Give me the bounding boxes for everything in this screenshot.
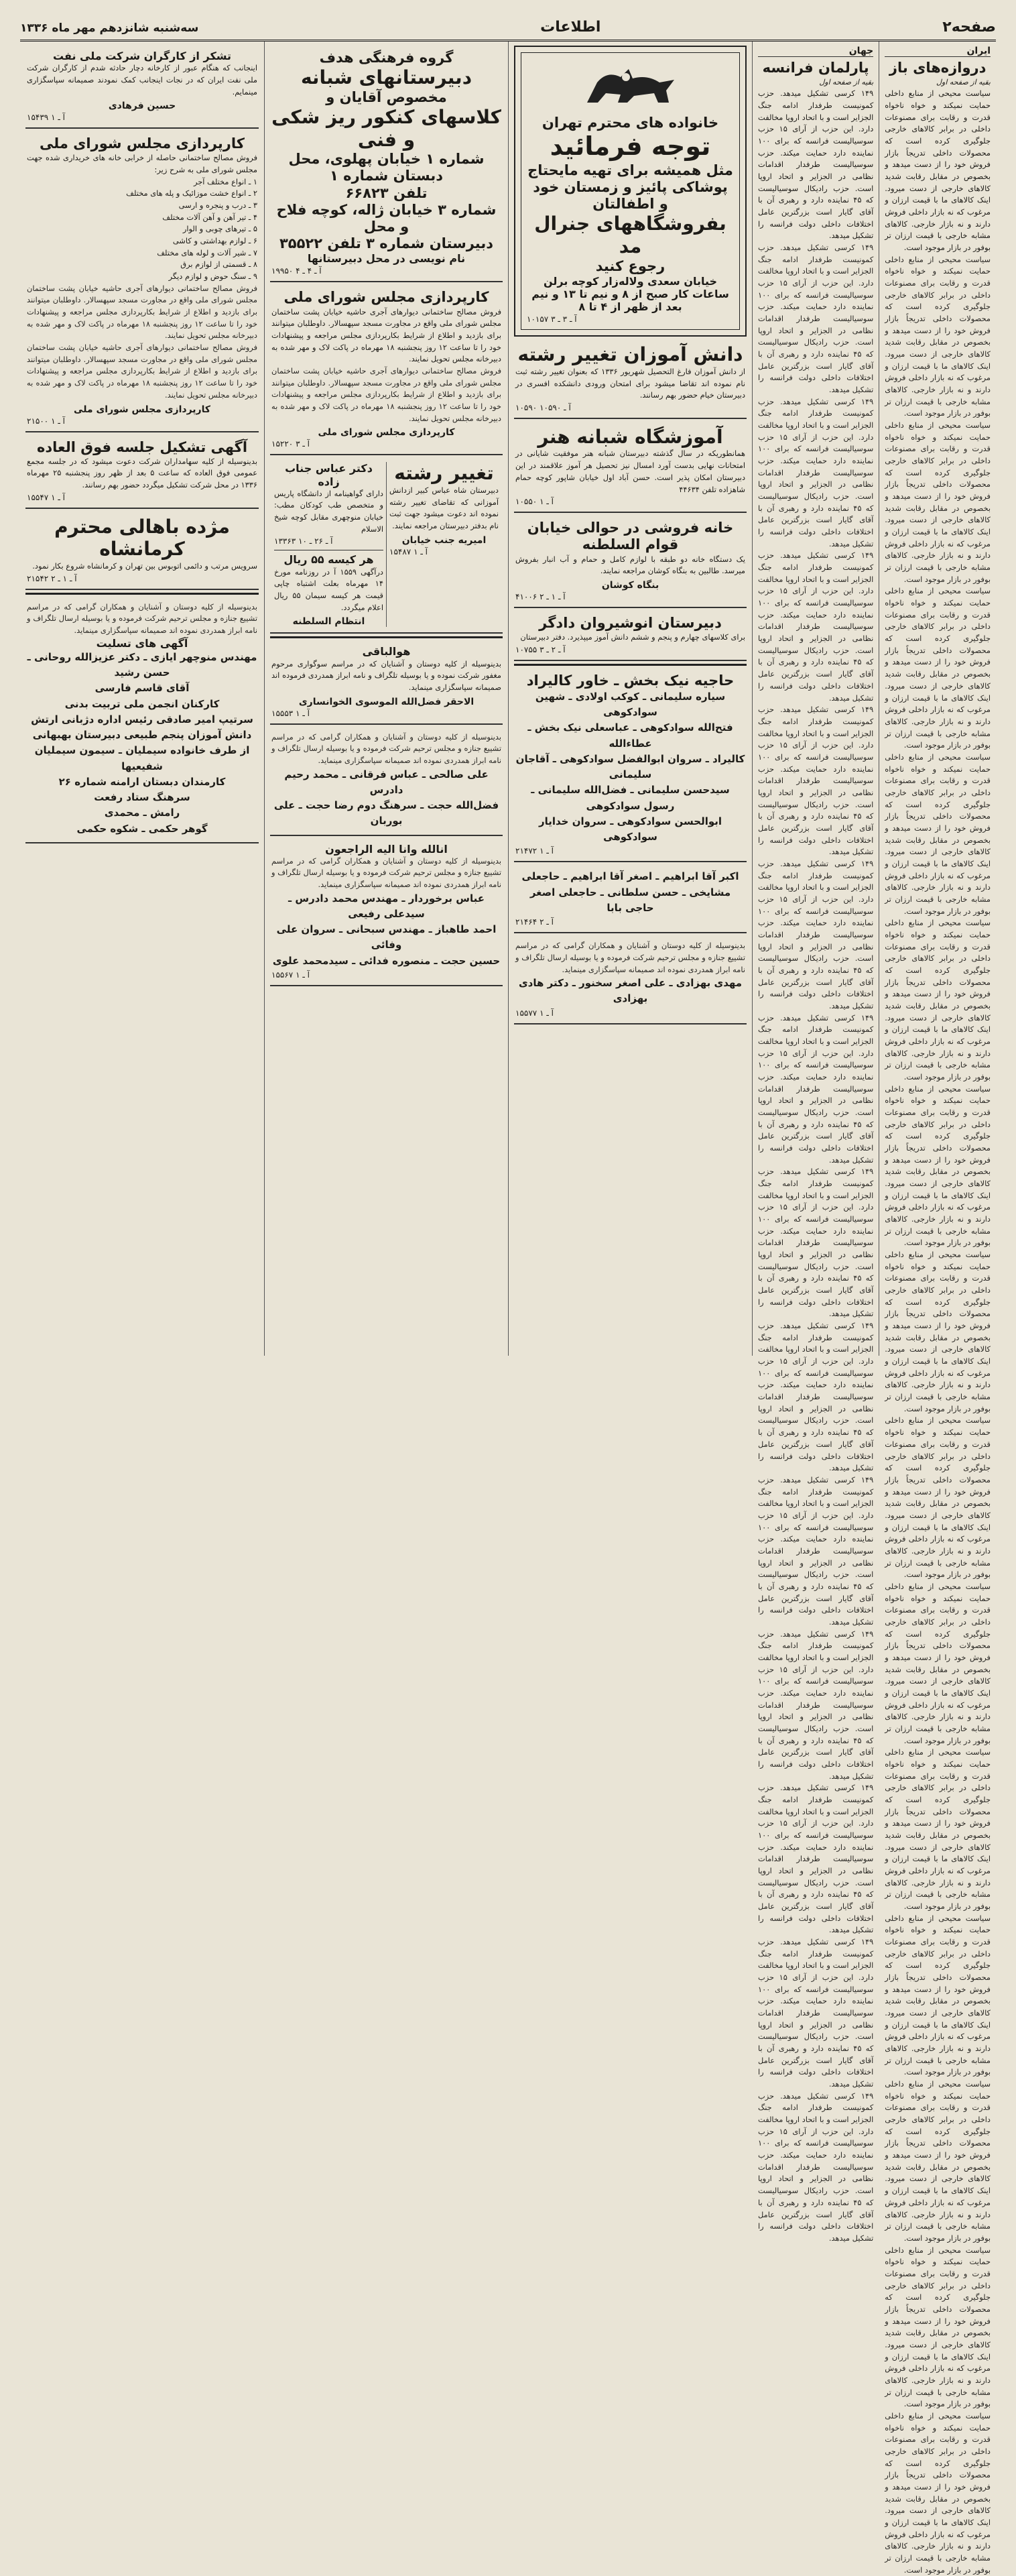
article-body-continued: ۱۴۹ کرسی تشکیل میدهد. حزب کمونیست طرفدار ادامه جنگ الجزایر است و با اتحاد اروپا مخالفت دارد. این حزب از آرای ۱۵ حزب سوسیالیست فرانسه که برای ۱۰۰ نماینده دارد حمایت میکند. حزب سوسیالیست طرفدار اقدامات نظامی در الجزایر و اتحاد اروپا است. حزب رادیکال سوسیالیست که ۴۵ نماینده دارد و رهبری آن با آقای گایار است بزرگترین عامل اختلافات داخلی دولت فرانسه را تشکیل میدهد. — [758, 1629, 874, 1781]
notice-name-line: ابوالحسن سوادکوهی ـ سروان خدایار سوادکوهی — [538, 815, 722, 843]
ad-code: ۱۵۵۵۳ آ ـ ۱ — [271, 708, 310, 718]
column-ads-center-left — [264, 42, 508, 1356]
notice-title: مهدی بهزادی ـ علی اصغر سخنور ـ دکتر هادی بهزادی — [518, 977, 743, 1005]
ad-item: ۲ ـ انواع خشت موزائیک و پله های مختلف — [126, 188, 258, 198]
article-body-continued: سیاست محیحی از منابع داخلی حمایت نمیکند و خواه ناخواه قدرت و رقابت برای مصنوعات داخلی در برابر کالاهای خارجی جلوگیری کرده است که محصولات داخلی تدریجاً بازار فروش خود را از دست میدهد و بخصوص در مقابل رقابت شدید کالاهای خارجی از دست میرود. اینک کالاهای ما با قیمت ارزان و مرغوب که نه بازار داخلی فروش دارند و نه بازار خارجی. کالاهای مشابه خارجی با قیمت ارزان تر بوفور در بازار موجود است. — [885, 918, 991, 1081]
notice-name-line: عباس برخوردار ـ مهندس محمد دادرس ـ سیدعلی رفیعی — [288, 892, 485, 920]
notice-name-line: شفیعیها — [121, 760, 163, 772]
notice-title: آگهی های تسلیت — [96, 636, 188, 650]
article-body-open-gates: سیاست محیحی از منابع داخلی حمایت نمیکند و خواه ناخواه قدرت و رقابت برای مصنوعات داخلی در برابر کالاهای خارجی جلوگیری کرده است که محصولات داخلی تدریجاً بازار فروش خود را از دست میدهد و بخصوص در مقابل رقابت شدید کالاهای خارجی از دست میرود. اینک کالاهای ما با قیمت ارزان و مرغوب که نه بازار داخلی فروش دارند و نه بازار خارجی. کالاهای مشابه خارجی با قیمت ارزان تر بوفور در بازار موجود است. — [885, 89, 991, 252]
ad-code: ۱۵۵۴۷ آ ـ ۱ — [27, 492, 65, 502]
notice-condolence-2 — [270, 839, 503, 986]
ad-title: دانش آموزان تغییر رشته — [517, 343, 743, 366]
ad-body-continued: فروش مصالح ساختمانی دیوارهای آجری حاشیه خیابان پشت ساختمان مجلس شورای ملی واقع در مجاورت مسجد سپهسالار. داوطلبان میتوانند برای بازدید و اطلاع از شرایط بکارپردازی مجلس مراجعه و پیشنهادات خود را تا ساعت ۱۲ روز پنجشنبه ۱۸ مهرماه در پاکت لاک و مهر شده به دبیرخانه مجلس تحویل نمایند. — [27, 343, 258, 400]
notice-sub: مشایخی ـ حسن سلطانی ـ حاجعلی اصغر حاجی بابا — [529, 886, 731, 914]
ad-code: ۱۵۲۲۰ آ ـ ۳ — [271, 439, 310, 449]
notice-body: بدینوسیله از کلیه دوستان و آشنایان که در مراسم سوگواری مرحوم مغفور شرکت نموده و یا بوسیله تلگراف و نامه ابراز همدردی فرموده اند صمیمانه سپاسگزاری مینماید. — [271, 658, 502, 692]
ad-anoushirvan-school — [514, 611, 747, 661]
ad-body: اینجانب که هنگام عبور از کارخانه دچار حادثه شدم از کارگران شرکت ملی نفت ایران که در نجات اینجانب کمک نمودند صمیمانه سپاسگزاری مینمایم. — [27, 63, 258, 97]
ad-body: همانطوریکه در سال گذشته دبیرستان شبانه هنر موفقیت شایانی در امتحانات نهایی بدست آورد امسال نیز تحصیل هر آموز علاقمند در این دبیرستان امکان پذیر است. حسن آباد اول خیابان شاپور کوچه حمام شاهزاده تلفن ۴۴۶۳۴ — [515, 449, 746, 494]
ad-line: دبیرستان شماره ۳ تلفن ۳۵۵۲۲ — [279, 235, 494, 252]
ad-line: پوشاکی پائیز و زمستان خود و اطفالتان — [533, 178, 728, 213]
article-body-continued: سیاست محیحی از منابع داخلی حمایت نمیکند و خواه ناخواه قدرت و رقابت برای مصنوعات داخلی در برابر کالاهای خارجی جلوگیری کرده است که محصولات داخلی تدریجاً بازار فروش خود را از دست میدهد و بخصوص در مقابل رقابت شدید کالاهای خارجی از دست میرود. اینک کالاهای ما با قیمت ارزان و مرغوب که نه بازار داخلی فروش دارند و نه بازار خارجی. کالاهای مشابه خارجی با قیمت ارزان تر بوفور در بازار موجود است. — [885, 2410, 991, 2575]
ad-signature: حسین فرهادی — [108, 101, 176, 112]
article-body-continued: سیاست محیحی از منابع داخلی حمایت نمیکند و خواه ناخواه قدرت و رقابت برای مصنوعات داخلی در برابر کالاهای خارجی جلوگیری کرده است که محصولات داخلی تدریجاً بازار فروش خود را از دست میدهد و بخصوص در مقابل رقابت شدید کالاهای خارجی از دست میرود. اینک کالاهای ما با قیمت ارزان و مرغوب که نه بازار داخلی فروش دارند و نه بازار خارجی. کالاهای مشابه خارجی با قیمت ارزان تر بوفور در بازار موجود است. — [885, 420, 991, 584]
ad-body-continued: فروش مصالح ساختمانی دیوارهای آجری حاشیه خیابان پشت ساختمان مجلس شورای ملی واقع در مجاورت مسجد سپهسالار. داوطلبان میتوانند برای بازدید و اطلاع از شرایط بکارپردازی مجلس مراجعه و پیشنهادات خود را تا ساعت ۱۲ روز پنجشنبه ۱۸ مهرماه در پاکت لاک و مهر شده به دبیرخانه مجلس تحویل نمایند. — [27, 283, 258, 341]
ad-code: ۱۰۷۵۵ آ ـ ۲ ـ ۳ — [515, 644, 566, 654]
ad-code: ۱۵۴۳۹ آ ـ ۱ — [27, 113, 65, 123]
ad-signature: انتظام السلطنه — [292, 616, 365, 628]
notice-title: حاجیه نیک بخش ـ خاور کالیراد — [526, 672, 735, 689]
ad-item: ۷ ـ شیر آلات و لوله های مختلف — [157, 247, 258, 257]
ad-headline: کلاسهای کنکور ریز شکی و فنی — [271, 105, 501, 151]
column-ads-left — [20, 42, 264, 1356]
ad-code: ۱۰۵۹۰ آ ـ ۱۰۵۹۰ — [515, 402, 571, 412]
ad-code: ۱۰۱۵۷ آ ـ ۳ ـ ۳ — [527, 314, 577, 325]
notice-name-line: آقای قاسم فارسی — [94, 682, 190, 695]
ad-code: ۲۱۵۴۲ آ ـ ۱ ـ ۲ — [27, 573, 77, 583]
ad-title: مژده باهالی محترم کرمانشاه — [54, 515, 230, 561]
lion-logo-icon — [580, 62, 681, 109]
ad-line: رجوع کنید — [595, 257, 665, 274]
ad-item: ۵ ـ تیرهای چوبی و الوار — [182, 224, 258, 234]
ad-majlis-procurement — [270, 285, 503, 455]
notice-funeral — [514, 668, 747, 863]
article-title-open-gates: دروازه‌های باز — [889, 60, 987, 76]
notice-title: انالله وانا الیه الراجعون — [325, 842, 448, 856]
article-body-continued: سیاست محیحی از منابع داخلی حمایت نمیکند و خواه ناخواه قدرت و رقابت برای مصنوعات داخلی در برابر کالاهای خارجی جلوگیری کرده است که محصولات داخلی تدریجاً بازار فروش خود را از دست میدهد و بخصوص در مقابل رقابت شدید کالاهای خارجی از دست میرود. اینک کالاهای ما با قیمت ارزان و مرغوب که نه بازار داخلی فروش دارند و نه بازار خارجی. کالاهای مشابه خارجی با قیمت ارزان تر بوفور در بازار موجود است. — [885, 1250, 991, 1413]
article-title-french-parliament: پارلمان فرانسه — [762, 60, 869, 76]
ad-item: ۸ ـ قسمتی از لوازم برق — [180, 259, 258, 270]
notice-name-line: رامش ـ محمدی — [104, 807, 180, 819]
notice-body: بدینوسیله از کلیه دوستان و آشنایان و همکاران گرامی که در مراسم تشییع جنازه و مجلس ترحیم شرکت فرموده و یا بوسیله ارسال تلگراف و نامه ابراز همدردی نموده اند صمیمانه سپاسگزاری مینماید. — [271, 731, 502, 765]
notice-body: بدینوسیله از کلیه دوستان و آشنایان و همکاران گرامی که در مراسم تشییع جنازه و مجلس ترحیم شرکت فرموده و یا بوسیله ارسال تلگراف و نامه ابراز همدردی نموده اند صمیمانه سپاسگزاری مینماید. — [27, 601, 258, 635]
ad-title: تشکر از کارگران شرکت ملی نفت — [53, 50, 232, 62]
ad-body-continued: فروش مصالح ساختمانی دیوارهای آجری حاشیه خیابان پشت ساختمان مجلس شورای ملی واقع در مجاورت مسجد سپهسالار. داوطلبان میتوانند برای بازدید و اطلاع از شرایط بکارپردازی مجلس مراجعه و پیشنهادات خود را تا ساعت ۱۲ روز پنجشنبه ۱۸ مهرماه در پاکت لاک و مهر شده به دبیرخانه مجلس تحویل نمایند. — [271, 366, 502, 423]
article-body-continued: ۱۴۹ کرسی تشکیل میدهد. حزب کمونیست طرفدار ادامه جنگ الجزایر است و با اتحاد اروپا مخالفت دارد. این حزب از آرای ۱۵ حزب سوسیالیست فرانسه که برای ۱۰۰ نماینده دارد حمایت میکند. حزب سوسیالیست طرفدار اقدامات نظامی در الجزایر و اتحاد اروپا است. حزب رادیکال سوسیالیست که ۴۵ نماینده دارد و رهبری آن با آقای گایار است بزرگترین عامل اختلافات داخلی دولت فرانسه را تشکیل میدهد. — [758, 2091, 874, 2243]
ad-body: دبیرستان شاه عباس کبیر ازدانش آموزانی که تقاضای تغییر رشته نموده اند دعوت میشود جهت ثبت نام بدفتر دبیرستان مراجعه نمایند. — [389, 485, 499, 530]
ad-kermanshah — [25, 512, 259, 590]
paper-name: اطلاعات — [540, 19, 601, 36]
notice-name-line: سرتیپ امیر صادقی رئیس اداره دژبانی ارتش — [31, 713, 253, 725]
ad-title: خانه فروشی در حوالی خیابان قوام السلطنه — [527, 520, 734, 553]
ad-title: آموزشگاه شبانه هنر — [537, 425, 723, 448]
article-body-continued: ۱۴۹ کرسی تشکیل میدهد. حزب کمونیست طرفدار ادامه جنگ الجزایر است و با اتحاد اروپا مخالفت دارد. این حزب از آرای ۱۵ حزب سوسیالیست فرانسه که برای ۱۰۰ نماینده دارد حمایت میکند. حزب سوسیالیست طرفدار اقدامات نظامی در الجزایر و اتحاد اروپا است. حزب رادیکال سوسیالیست که ۴۵ نماینده دارد و رهبری آن با آقای گایار است بزرگترین عامل اختلافات داخلی دولت فرانسه را تشکیل میدهد. — [758, 1937, 874, 2089]
ad-line: نام نویسی در محل دبیرستانها — [307, 252, 466, 266]
ad-title: دکتر عباس جناب زاده — [285, 462, 373, 488]
notice-title: اکبر آقا ابراهیم ـ اصغر آقا ابراهیم ـ حاجعلی — [521, 870, 739, 883]
notice-doctors — [514, 936, 747, 1024]
notice-condolences-list — [25, 597, 259, 843]
article-body-continued: سیاست محیحی از منابع داخلی حمایت نمیکند و خواه ناخواه قدرت و رقابت برای مصنوعات داخلی در برابر کالاهای خارجی جلوگیری کرده است که محصولات داخلی تدریجاً بازار فروش خود را از دست میدهد و بخصوص در مقابل رقابت شدید کالاهای خارجی از دست میرود. اینک کالاهای ما با قیمت ارزان و مرغوب که نه بازار داخلی فروش دارند و نه بازار خارجی. کالاهای مشابه خارجی با قیمت ارزان تر بوفور در بازار موجود است. — [885, 2079, 991, 2243]
article-body-continued: ۱۴۹ کرسی تشکیل میدهد. حزب کمونیست طرفدار ادامه جنگ الجزایر است و با اتحاد اروپا مخالفت دارد. این حزب از آرای ۱۵ حزب سوسیالیست فرانسه که برای ۱۰۰ نماینده دارد حمایت میکند. حزب سوسیالیست طرفدار اقدامات نظامی در الجزایر و اتحاد اروپا است. حزب رادیکال سوسیالیست که ۴۵ نماینده دارد و رهبری آن با آقای گایار است بزرگترین عامل اختلافات داخلی دولت فرانسه را تشکیل میدهد. — [758, 1012, 874, 1165]
ad-headline: توجه فرمائید — [550, 131, 711, 162]
ad-cultural-group — [270, 46, 503, 282]
ad-body: بدینوسیله از کلیه سهامداران شرکت دعوت میشود که در جلسه مجمع عمومی فوق العاده که ساعت ۵ بعد از ظهر روز پنجشنبه ۲۵ مهرماه ۱۳۳۶ در محل شرکت تشکیل میگردد حضور بهم رسانند. — [27, 456, 258, 490]
ad-signature: امیریه جنب خیابان — [401, 534, 487, 546]
article-body-continued: ۱۴۹ کرسی تشکیل میدهد. حزب کمونیست طرفدار ادامه جنگ الجزایر است و با اتحاد اروپا مخالفت دارد. این حزب از آرای ۱۵ حزب سوسیالیست فرانسه که برای ۱۰۰ نماینده دارد حمایت میکند. حزب سوسیالیست طرفدار اقدامات نظامی در الجزایر و اتحاد اروپا است. حزب رادیکال سوسیالیست که ۴۵ نماینده دارد و رهبری آن با آقای گایار است بزرگترین عامل اختلافات داخلی دولت فرانسه را تشکیل میدهد. — [758, 242, 874, 395]
column-world — [752, 42, 879, 2243]
notice-condolence-1 — [270, 727, 503, 836]
ad-general-mode — [514, 46, 747, 337]
ad-line: مخصوص آقایان و — [326, 89, 447, 105]
ad-line: خیابان سعدی ولاله‌زار کوچه برلن — [543, 274, 718, 288]
ad-item: ۳ ـ درب و پنجره و ارسی — [178, 200, 258, 211]
notice-title: هوالباقی — [362, 645, 411, 658]
ad-body: فروش مصالح ساختمانی دیوارهای آجری حاشیه خیابان پشت ساختمان مجلس شورای ملی واقع در مجاورت مسجد سپهسالار. داوطلبان میتوانند برای بازدید و اطلاع از شرایط بکارپردازی مجلس مراجعه و پیشنهادات خود را تا ساعت ۱۲ روز پنجشنبه ۱۸ مهرماه در پاکت لاک و مهر شده به دبیرخانه مجلس تحویل نمایند. — [271, 306, 502, 364]
ad-pair — [270, 458, 503, 634]
article-body-continued: ۱۴۹ کرسی تشکیل میدهد. حزب کمونیست طرفدار ادامه جنگ الجزایر است و با اتحاد اروپا مخالفت دارد. این حزب از آرای ۱۵ حزب سوسیالیست فرانسه که برای ۱۰۰ نماینده دارد حمایت میکند. حزب سوسیالیست طرفدار اقدامات نظامی در الجزایر و اتحاد اروپا است. حزب رادیکال سوسیالیست که ۴۵ نماینده دارد و رهبری آن با آقای گایار است بزرگترین عامل اختلافات داخلی دولت فرانسه را تشکیل میدهد. — [758, 1783, 874, 1935]
notice-name-line: از طرف خانواده سیملیان ـ سیمون سیملیان — [34, 744, 250, 757]
ad-code: ۱۵۴۸۷ آ ـ ۱ — [389, 546, 428, 557]
notice-family — [514, 865, 747, 933]
issue-date: سه‌شنبه شانزدهم مهر ماه ۱۳۳۶ — [20, 21, 199, 35]
ad-body: فروش مصالح ساختمانی حاصله از خرابی خانه های خریداری شده جهت مجلس شورای ملی به شرح زیر: — [27, 153, 258, 175]
ad-code: ۱۵۵۶۷ آ ـ ۱ — [271, 970, 310, 980]
notice-name-line: مهندس منوچهر ایازی ـ دکتر عزیزالله روحانی ـ حسن رشید — [27, 650, 257, 679]
notice-name-line: دانش آموزان پنجم طبیعی دبیرستان بهبهانی — [32, 729, 252, 742]
article-body-continued: ۱۴۹ کرسی تشکیل میدهد. حزب کمونیست طرفدار ادامه جنگ الجزایر است و با اتحاد اروپا مخالفت دارد. این حزب از آرای ۱۵ حزب سوسیالیست فرانسه که برای ۱۰۰ نماینده دارد حمایت میکند. حزب سوسیالیست طرفدار اقدامات نظامی در الجزایر و اتحاد اروپا است. حزب رادیکال سوسیالیست که ۴۵ نماینده دارد و رهبری آن با آقای گایار است بزرگترین عامل اختلافات داخلی دولت فرانسه را تشکیل میدهد. — [758, 1167, 874, 1319]
ad-signature: کارپردازی مجلس شورای ملی — [74, 404, 210, 415]
notice-name-line: فتح‌الله سوادکوهی ـ عباسعلی نیک بخش ـ عطاءالله — [527, 721, 733, 750]
notice-name-line: علی صالحی ـ عباس فرقانی ـ محمد رحیم دادرس — [284, 768, 489, 796]
ad-code: ۲۱۵۰۰ آ ـ ۱ — [27, 416, 65, 426]
notice-body: بدینوسیله از کلیه دوستان و آشنایان و همکاران گرامی که در مراسم تشییع جنازه و مجلس ترحیم شرکت فرموده و یا بوسیله ارسال تلگراف و نامه ابراز همدردی نموده اند صمیمانه سپاسگزاری مینماید. — [271, 856, 502, 890]
article-body-continued: سیاست محیحی از منابع داخلی حمایت نمیکند و خواه ناخواه قدرت و رقابت برای مصنوعات داخلی در برابر کالاهای خارجی جلوگیری کرده است که محصولات داخلی تدریجاً بازار فروش خود را از دست میدهد و بخصوص در مقابل رقابت شدید کالاهای خارجی از دست میرود. اینک کالاهای ما با قیمت ارزان و مرغوب که نه بازار داخلی فروش دارند و نه بازار خارجی. کالاهای مشابه خارجی با قیمت ارزان تر بوفور در بازار موجود است. — [885, 1581, 991, 1745]
ad-majlis-materials — [25, 131, 259, 432]
notice-name-line: کارکنان انجمن ملی تربیت بدنی — [64, 697, 220, 710]
article-body-continued: ۱۴۹ کرسی تشکیل میدهد. حزب کمونیست طرفدار ادامه جنگ الجزایر است و با اتحاد اروپا مخالفت دارد. این حزب از آرای ۱۵ حزب سوسیالیست فرانسه که برای ۱۰۰ نماینده دارد حمایت میکند. حزب سوسیالیست طرفدار اقدامات نظامی در الجزایر و اتحاد اروپا است. حزب رادیکال سوسیالیست که ۴۵ نماینده دارد و رهبری آن با آقای گایار است بزرگترین عامل اختلافات داخلی دولت فرانسه را تشکیل میدهد. — [758, 705, 874, 857]
ad-item: ۱ ـ انواع مختلف آجر — [193, 176, 258, 186]
ad-change-field — [387, 462, 501, 627]
ad-title: کارپردازی مجلس شورای ملی — [283, 289, 489, 306]
ad-body: سرویس مرتب و دائمی اتوبوس بین تهران و کرمانشاه شروع بکار نمود. — [32, 561, 258, 571]
ad-thanks-oil-workers — [25, 46, 259, 129]
notice-name-line: سرهنگ ستاد رفعت — [94, 791, 190, 804]
article-body-continued: سیاست محیحی از منابع داخلی حمایت نمیکند و خواه ناخواه قدرت و رقابت برای مصنوعات داخلی در برابر کالاهای خارجی جلوگیری کرده است که محصولات داخلی تدریجاً بازار فروش خود را از دست میدهد و بخصوص در مقابل رقابت شدید کالاهای خارجی از دست میرود. اینک کالاهای ما با قیمت ارزان و مرغوب که نه بازار داخلی فروش دارند و نه بازار خارجی. کالاهای مشابه خارجی با قیمت ارزان تر بوفور در بازار موجود است. — [885, 752, 991, 916]
ad-item: ۴ ـ تیر آهن و آهن آلات مختلف — [162, 212, 258, 222]
ad-code: ۱۳۳۶۳ آ ـ ۲۶ ـ ۱۰ — [274, 536, 333, 546]
notice-signature: الاحقر فضل‌الله الموسوی الخوانساری — [298, 696, 474, 707]
column-iran — [879, 42, 996, 2575]
ad-body: دارای گواهینامه از دانشگاه پاریس و متخصص طب کودکان مطب: خیابان منوچهری مقابل کوچه شیخ الاسلام — [274, 488, 384, 534]
ad-code: ۱۰۵۵۰ آ ـ ۱ — [515, 497, 554, 507]
notice-name-line: کالیراد ـ سروان ابوالفضل سوادکوهی ـ آقاجان سلیمانی — [515, 752, 745, 781]
notice-body: بدینوسیله از کلیه دوستان و آشنایان و همکاران گرامی که در مراسم تشییع جنازه و مجلس ترحیم شرکت فرموده و یا بوسیله ارسال تلگراف و نامه ابراز همدردی نموده اند صمیمانه سپاسگزاری مینماید. — [515, 941, 746, 974]
ad-title: گروه فرهنگی هدف — [319, 50, 454, 66]
masthead — [20, 19, 996, 42]
notice-name-line: احمد طاهباز ـ مهندس سبحانی ـ سروان علی وفائی — [276, 923, 497, 951]
ad-line: بعد از ظهر از ۴ تا ۸ — [578, 300, 682, 314]
column-ads-center-right — [508, 42, 752, 1356]
section-label-iran: ایران — [885, 46, 991, 57]
article-body-continued: ۱۴۹ کرسی تشکیل میدهد. حزب کمونیست طرفدار ادامه جنگ الجزایر است و با اتحاد اروپا مخالفت دارد. این حزب از آرای ۱۵ حزب سوسیالیست فرانسه که برای ۱۰۰ نماینده دارد حمایت میکند. حزب سوسیالیست طرفدار اقدامات نظامی در الجزایر و اتحاد اروپا است. حزب رادیکال سوسیالیست که ۴۵ نماینده دارد و رهبری آن با آقای گایار است بزرگترین عامل اختلافات داخلی دولت فرانسه را تشکیل میدهد. — [758, 1474, 874, 1627]
ad-title: کارپردازی مجلس شورای ملی — [40, 135, 245, 152]
ad-extraordinary-meeting — [25, 435, 259, 509]
article-body-continued: ۱۴۹ کرسی تشکیل میدهد. حزب کمونیست طرفدار ادامه جنگ الجزایر است و با اتحاد اروپا مخالفت دارد. این حزب از آرای ۱۵ حزب سوسیالیست فرانسه که برای ۱۰۰ نماینده دارد حمایت میکند. حزب سوسیالیست طرفدار اقدامات نظامی در الجزایر و اتحاد اروپا است. حزب رادیکال سوسیالیست که ۴۵ نماینده دارد و رهبری آن با آقای گایار است بزرگترین عامل اختلافات داخلی دولت فرانسه را تشکیل میدهد. — [758, 1321, 874, 1473]
ad-title: هر کیسه ۵۵ ریال — [274, 550, 383, 566]
divider — [514, 664, 747, 666]
ad-night-art-school — [514, 422, 747, 513]
article-body-continued: ۱۴۹ کرسی تشکیل میدهد. حزب کمونیست طرفدار ادامه جنگ الجزایر است و با اتحاد اروپا مخالفت دارد. این حزب از آرای ۱۵ حزب سوسیالیست فرانسه که برای ۱۰۰ نماینده دارد حمایت میکند. حزب سوسیالیست طرفدار اقدامات نظامی در الجزایر و اتحاد اروپا است. حزب رادیکال سوسیالیست که ۴۵ نماینده دارد و رهبری آن با آقای گایار است بزرگترین عامل اختلافات داخلی دولت فرانسه را تشکیل میدهد. — [758, 858, 874, 1010]
notice-name-line: سیاره سلیمانی ـ کوکب اولادی ـ شهین سوادکوهی — [535, 690, 726, 719]
ad-body: برای کلاسهای چهارم و پنجم و ششم دانش آموز میپذیرد. دفتر دبیرستان — [520, 632, 746, 642]
article-body-continued: سیاست محیحی از منابع داخلی حمایت نمیکند و خواه ناخواه قدرت و رقابت برای مصنوعات داخلی در برابر کالاهای خارجی جلوگیری کرده است که محصولات داخلی تدریجاً بازار فروش خود را از دست میدهد و بخصوص در مقابل رقابت شدید کالاهای خارجی از دست میرود. اینک کالاهای ما با قیمت ارزان و مرغوب که نه بازار داخلی فروش دارند و نه بازار خارجی. کالاهای مشابه خارجی با قیمت ارزان تر بوفور در بازار موجود است. — [885, 1084, 991, 1248]
article-lead: بقیه از صفحه اول — [936, 78, 991, 87]
ad-line: ساعات کار صبح از ۸ و نیم تا ۱۳ و نیم — [531, 287, 729, 300]
ad-code: ۲۱۴۷۲ آ ـ ۱ — [515, 846, 554, 856]
article-body-continued: سیاست محیحی از منابع داخلی حمایت نمیکند و خواه ناخواه قدرت و رقابت برای مصنوعات داخلی در برابر کالاهای خارجی جلوگیری کرده است که محصولات داخلی تدریجاً بازار فروش خود را از دست میدهد و بخصوص در مقابل رقابت شدید کالاهای خارجی از دست میرود. اینک کالاهای ما با قیمت ارزان و مرغوب که نه بازار داخلی فروش دارند و نه بازار خارجی. کالاهای مشابه خارجی با قیمت ارزان تر بوفور در بازار موجود است. — [885, 586, 991, 750]
notice-name-line: حسین حجت ـ منصوره فدائی ـ سیدمحمد علوی — [272, 954, 501, 967]
ad-body: از دانش آموزان فارغ التحصیل شهریور ۱۳۳۶ که بعنوان تغییر رشته ثبت نام نموده اند تقاضا میشود برای امتحان ورودی دانشکده افسری در دبیرستان خیام حضور بهم رسانند. — [515, 366, 746, 400]
ad-signature: بنگاه کوشان — [601, 579, 659, 591]
ad-item: ۹ ـ سنگ حوض و لوازم دیگر — [168, 272, 258, 282]
ad-code: ۴۱۰۰۶ آ ـ ۱ ـ ۲ — [515, 591, 566, 601]
article-body-continued: سیاست محیحی از منابع داخلی حمایت نمیکند و خواه ناخواه قدرت و رقابت برای مصنوعات داخلی در برابر کالاهای خارجی جلوگیری کرده است که محصولات داخلی تدریجاً بازار فروش خود را از دست میدهد و بخصوص در مقابل رقابت شدید کالاهای خارجی از دست میرود. اینک کالاهای ما با قیمت ارزان و مرغوب که نه بازار داخلی فروش دارند و نه بازار خارجی. کالاهای مشابه خارجی با قیمت ارزان تر بوفور در بازار موجود است. — [885, 1747, 991, 1912]
article-body-continued: سیاست محیحی از منابع داخلی حمایت نمیکند و خواه ناخواه قدرت و رقابت برای مصنوعات داخلی در برابر کالاهای خارجی جلوگیری کرده است که محصولات داخلی تدریجاً بازار فروش خود را از دست میدهد و بخصوص در مقابل رقابت شدید کالاهای خارجی از دست میرود. اینک کالاهای ما با قیمت ارزان و مرغوب که نه بازار داخلی فروش دارند و نه بازار خارجی. کالاهای مشابه خارجی با قیمت ارزان تر بوفور در بازار موجود است. — [885, 254, 991, 418]
ad-title: دبیرستان انوشیروان دادگر — [539, 614, 722, 631]
article-lead: بقیه از صفحه اول — [819, 78, 874, 87]
ad-code: ۱۹۹۵۰ آ ـ ۴ ـ ۴ — [271, 266, 322, 276]
notice-name-line: فضل‌الله حجت ـ سرهنگ دوم رضا حجت ـ علی بوربان — [273, 799, 499, 827]
ad-students-change — [514, 339, 747, 419]
ad-doctor — [271, 462, 387, 627]
notice-name-line: سیدحسن سلیمانی ـ فضل‌الله سلیمانی ـ رسول سوادکوهی — [531, 784, 730, 812]
divider — [25, 593, 259, 595]
ad-title: آگهی تشکیل جلسه فوق العاده — [36, 438, 248, 455]
ad-line: مثل همیشه برای تهیه مایحتاج — [527, 162, 733, 178]
columns — [20, 42, 996, 2575]
ad-line: تلفن ۶۶۸۲۳ — [345, 184, 428, 201]
ad-code: ۱۵۵۷۷ آ ـ ۱ — [515, 1008, 554, 1018]
ad-line: خانواده های محترم تهران — [542, 115, 719, 131]
ad-title: تغییر رشته — [394, 462, 494, 485]
ad-code: ۲۱۴۶۴ آ ـ ۲ — [515, 917, 554, 927]
article-body-french-parliament: ۱۴۹ کرسی تشکیل میدهد. حزب کمونیست طرفدار ادامه جنگ الجزایر است و با اتحاد اروپا مخالفت دارد. این حزب از آرای ۱۵ حزب سوسیالیست فرانسه که برای ۱۰۰ نماینده دارد حمایت میکند. حزب سوسیالیست طرفدار اقدامات نظامی در الجزایر و اتحاد اروپا است. حزب رادیکال سوسیالیست که ۴۵ نماینده دارد و رهبری آن با آقای گایار است بزرگترین عامل اختلافات داخلی دولت فرانسه را تشکیل میدهد. — [758, 89, 874, 241]
article-body-continued: ۱۴۹ کرسی تشکیل میدهد. حزب کمونیست طرفدار ادامه جنگ الجزایر است و با اتحاد اروپا مخالفت دارد. این حزب از آرای ۱۵ حزب سوسیالیست فرانسه که برای ۱۰۰ نماینده دارد حمایت میکند. حزب سوسیالیست طرفدار اقدامات نظامی در الجزایر و اتحاد اروپا است. حزب رادیکال سوسیالیست که ۴۵ نماینده دارد و رهبری آن با آقای گایار است بزرگترین عامل اختلافات داخلی دولت فرانسه را تشکیل میدهد. — [758, 396, 874, 548]
ad-body: یک دستگاه خانه دو طبقه با لوازم کامل و حمام و آب انبار بفروش میرسد. طالبین به بنگاه کوشان مراجعه نمایند. — [515, 554, 746, 576]
divider — [270, 636, 503, 638]
page-number: صفحه۲ — [942, 19, 996, 36]
notice-name-line: کارمندان دبستان ارامنه شماره ۲۶ — [58, 775, 226, 788]
notice-thanks-khansari — [270, 641, 503, 724]
ad-line: بفروشگاههای جنرال مد — [534, 213, 726, 257]
ad-signature: کارپردازی مجلس شورای ملی — [318, 427, 455, 438]
ad-body: درآگهی ۱۵۵۹ آ در روزنامه مورخ ۱۴ مهرماه بعلت اشتباه چاپی قیمت هر کیسه سیمان ۵۵ ریال اعلام میگردد. — [274, 567, 384, 612]
article-body-continued: ۱۴۹ کرسی تشکیل میدهد. حزب کمونیست طرفدار ادامه جنگ الجزایر است و با اتحاد اروپا مخالفت دارد. این حزب از آرای ۱۵ حزب سوسیالیست فرانسه که برای ۱۰۰ نماینده دارد حمایت میکند. حزب سوسیالیست طرفدار اقدامات نظامی در الجزایر و اتحاد اروپا است. حزب رادیکال سوسیالیست که ۴۵ نماینده دارد و رهبری آن با آقای گایار است بزرگترین عامل اختلافات داخلی دولت فرانسه را تشکیل میدهد. — [758, 550, 874, 703]
notice-name-line: گوهر حکمی ـ شکوه حکمی — [76, 822, 208, 835]
article-body-continued: سیاست محیحی از منابع داخلی حمایت نمیکند و خواه ناخواه قدرت و رقابت برای مصنوعات داخلی در برابر کالاهای خارجی جلوگیری کرده است که محصولات داخلی تدریجاً بازار فروش خود را از دست میدهد و بخصوص در مقابل رقابت شدید کالاهای خارجی از دست میرود. اینک کالاهای ما با قیمت ارزان و مرغوب که نه بازار داخلی فروش دارند و نه بازار خارجی. کالاهای مشابه خارجی با قیمت ارزان تر بوفور در بازار موجود است. — [885, 1415, 991, 1580]
ad-line: شماره ۳ خیابان ژاله، کوچه فلاح و محل — [276, 201, 497, 235]
article-body-continued: سیاست محیحی از منابع داخلی حمایت نمیکند و خواه ناخواه قدرت و رقابت برای مصنوعات داخلی در برابر کالاهای خارجی جلوگیری کرده است که محصولات داخلی تدریجاً بازار فروش خود را از دست میدهد و بخصوص در مقابل رقابت شدید کالاهای خارجی از دست میرود. اینک کالاهای ما با قیمت ارزان و مرغوب که نه بازار داخلی فروش دارند و نه بازار خارجی. کالاهای مشابه خارجی با قیمت ارزان تر بوفور در بازار موجود است. — [885, 2245, 991, 2409]
section-label-world: جهان — [758, 46, 873, 57]
ad-line: شماره ۱ خیابان پهلوی، محل دبستان شماره ۱ — [288, 151, 485, 184]
ad-item: ۶ ـ لوازم بهداشتی و کاشی — [172, 236, 258, 246]
ad-subtitle: دبیرستانهای شبانه — [300, 66, 472, 89]
ad-house-sale — [514, 516, 747, 608]
article-body-continued: سیاست محیحی از منابع داخلی حمایت نمیکند و خواه ناخواه قدرت و رقابت برای مصنوعات داخلی در برابر کالاهای خارجی جلوگیری کرده است که محصولات داخلی تدریجاً بازار فروش خود را از دست میدهد و بخصوص در مقابل رقابت شدید کالاهای خارجی از دست میرود. اینک کالاهای ما با قیمت ارزان و مرغوب که نه بازار داخلی فروش دارند و نه بازار خارجی. کالاهای مشابه خارجی با قیمت ارزان تر بوفور در بازار موجود است. — [885, 1913, 991, 2077]
